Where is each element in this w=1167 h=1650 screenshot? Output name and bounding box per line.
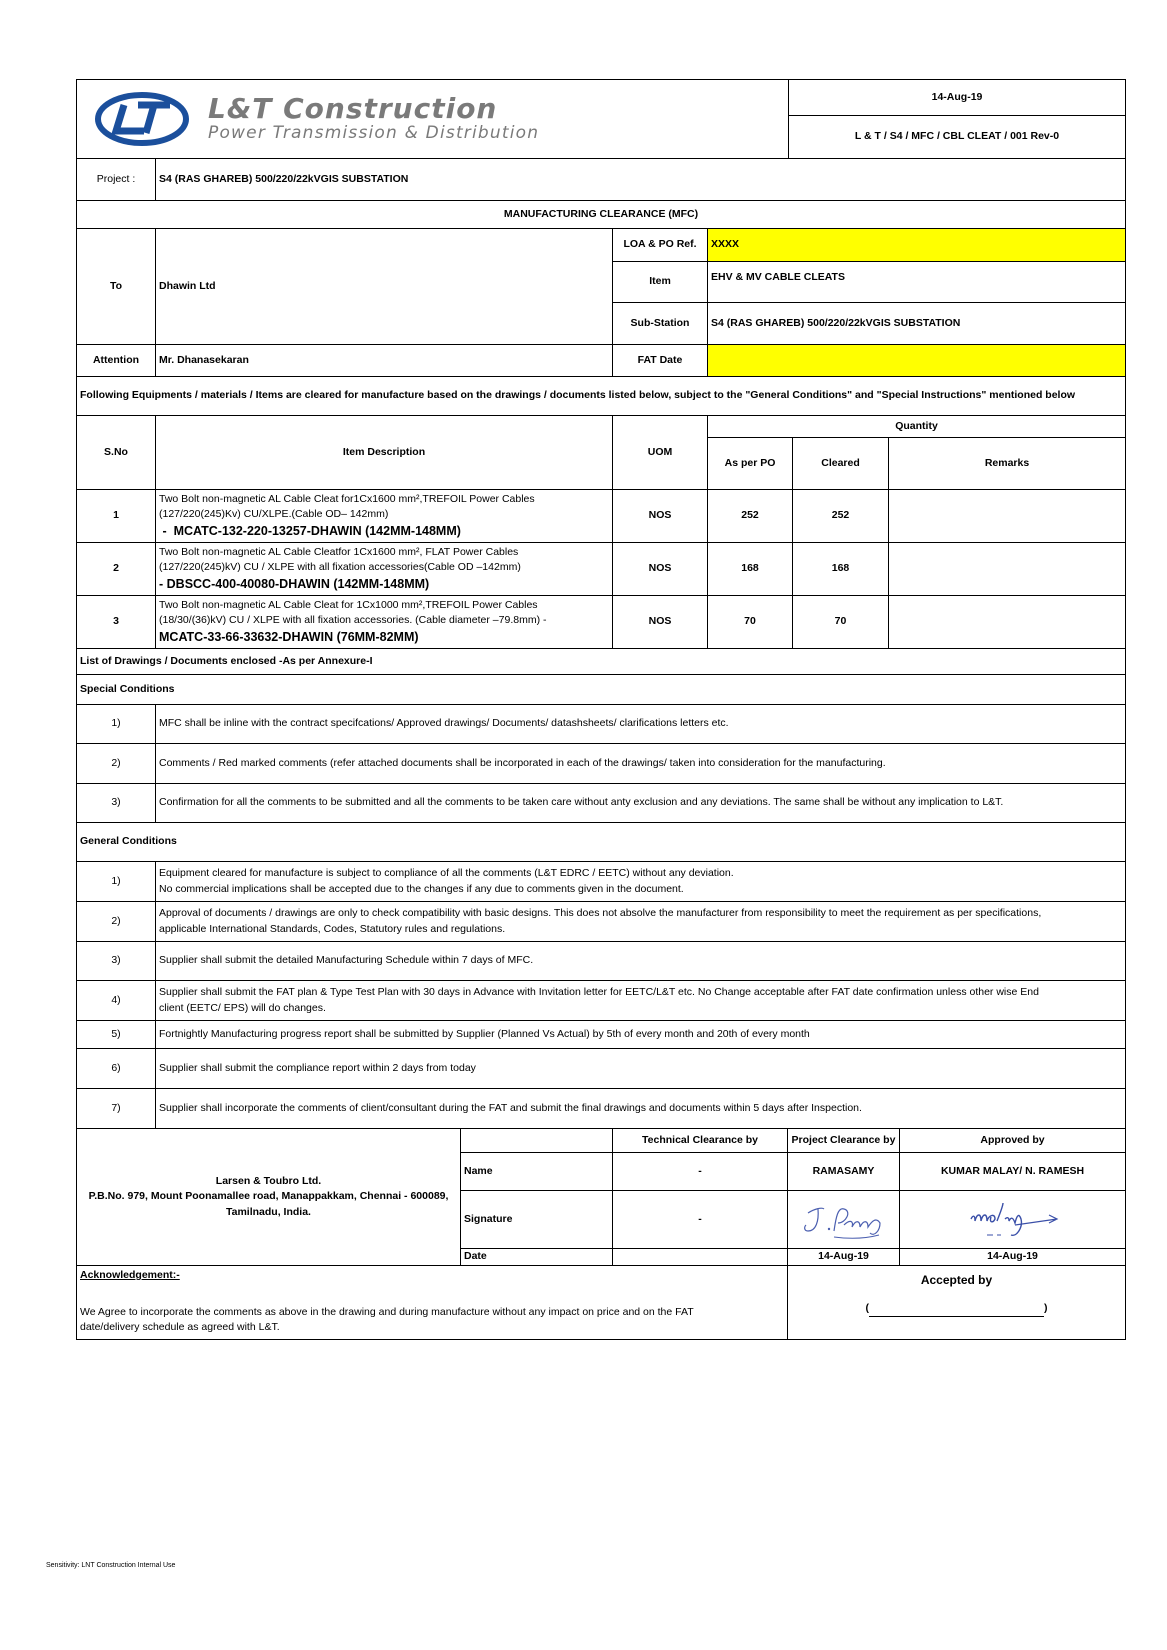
project-signature <box>788 1191 900 1249</box>
condition-line: Supplier shall submit the FAT plan & Type Test Plan with 30 days in Advance with Invitation letter for EETC/L&T etc. No Change acceptable after FAT date confirmation unless other wise End <box>159 986 1039 999</box>
project-value: S4 (RAS GHAREB) 500/220/22kVGIS SUBSTATION <box>156 159 1126 201</box>
approved-signature <box>900 1191 1126 1249</box>
item-label: Item <box>613 262 708 303</box>
row-po-qty: 70 <box>708 596 793 649</box>
condition-number: 7) <box>77 1089 156 1129</box>
to-value: Dhawin Ltd <box>156 229 613 345</box>
special-condition-row <box>77 705 1126 744</box>
acknowledgement-line: date/delivery schedule as agreed with L&T. <box>80 1321 280 1334</box>
header-uom: UOM <box>613 416 708 490</box>
fat-date-label: FAT Date <box>613 345 708 377</box>
row-description <box>156 543 613 596</box>
condition-text <box>156 862 1126 902</box>
doc-reference: L & T / S4 / MFC / CBL CLEAT / 001 Rev-0 <box>789 116 1126 159</box>
condition-text <box>156 981 1126 1021</box>
row-uom: NOS <box>613 490 708 543</box>
accepted-by-cell <box>788 1266 1126 1340</box>
approved-name: KUMAR MALAY/ N. RAMESH <box>900 1153 1126 1191</box>
condition-number: 5) <box>77 1021 156 1049</box>
loa-value: XXXX <box>708 229 1126 262</box>
condition-number: 1) <box>77 705 156 744</box>
project-clearance-header: Project Clearance by <box>788 1129 900 1153</box>
to-label: To <box>77 229 156 345</box>
addressee-table <box>76 158 1126 416</box>
approved-date: 14-Aug-19 <box>900 1249 1126 1266</box>
substation-value: S4 (RAS GHAREB) 500/220/22kVGIS SUBSTATION <box>708 303 1126 345</box>
desc-line: (127/220(245)kV) CU / XLPE with all fixation accessories(Cable OD –142mm) <box>159 560 521 573</box>
condition-number: 1) <box>77 862 156 902</box>
accepted-by-label: Accepted by <box>920 1273 993 1287</box>
condition-text: MFC shall be inline with the contract specifcations/ Approved drawings/ Documents/ datashsheets/ clarifications letters etc. <box>156 705 1126 744</box>
table-row <box>77 543 1126 596</box>
date-label: Date <box>461 1249 613 1266</box>
item-value: EHV & MV CABLE CLEATS <box>708 262 1126 303</box>
company-logo <box>80 91 785 147</box>
condition-number: 6) <box>77 1049 156 1089</box>
attention-value: Mr. Dhanasekaran <box>156 345 613 377</box>
condition-line: applicable International Standards, Codes, Statutory rules and regulations. <box>159 922 506 935</box>
row-sno: 2 <box>77 543 156 596</box>
approved-by-header: Approved by <box>900 1129 1126 1153</box>
signoff-table <box>76 1128 1126 1266</box>
acknowledgement-table <box>76 1265 1126 1340</box>
signature-blank <box>869 1304 1044 1317</box>
mfc-document <box>76 79 1125 1340</box>
header-desc: Item Description <box>156 416 613 490</box>
conditions-table <box>76 648 1126 1129</box>
table-row <box>77 490 1126 543</box>
general-condition-row <box>77 981 1126 1021</box>
condition-number: 2) <box>77 902 156 942</box>
doc-date: 14-Aug-19 <box>789 80 1126 116</box>
special-condition-row <box>77 784 1126 823</box>
condition-text: Confirmation for all the comments to be submitted and all the comments to be taken care without anty exclusion and any deviations. The same shall be without any implication to L&T. <box>156 784 1126 823</box>
condition-text <box>156 902 1126 942</box>
acknowledgement-line: We Agree to incorporate the comments as above in the drawing and during manufacture without any impact on price and on the FAT <box>80 1306 694 1319</box>
condition-number: 3) <box>77 784 156 823</box>
acknowledgement-title: Acknowledgement:- <box>80 1269 180 1281</box>
row-uom: NOS <box>613 596 708 649</box>
paren-open: ( <box>865 1302 869 1315</box>
items-table <box>76 415 1126 649</box>
general-condition-row <box>77 1049 1126 1089</box>
header-sno: S.No <box>77 416 156 490</box>
header-remarks: Remarks <box>889 438 1126 490</box>
row-remarks <box>889 543 1126 596</box>
fat-date-value <box>708 345 1126 377</box>
row-cleared-qty: 168 <box>793 543 889 596</box>
row-sno: 3 <box>77 596 156 649</box>
header-table <box>76 79 1126 159</box>
header-as-per-po: As per PO <box>708 438 793 490</box>
row-remarks <box>889 596 1126 649</box>
condition-number: 4) <box>77 981 156 1021</box>
project-date: 14-Aug-19 <box>788 1249 900 1266</box>
row-sno: 1 <box>77 490 156 543</box>
acknowledgement-text <box>77 1266 788 1340</box>
signature-label: Signature <box>461 1191 613 1249</box>
project-name: RAMASAMY <box>788 1153 900 1191</box>
general-condition-row <box>77 902 1126 942</box>
signature-image <box>953 1197 1073 1243</box>
desc-code: MCATC-33-66-33632-DHAWIN (76MM-82MM) <box>159 630 419 645</box>
company-name: L&T Construction <box>208 92 498 125</box>
paren-close: ) <box>1044 1302 1048 1315</box>
condition-number: 2) <box>77 744 156 784</box>
drawings-line: List of Drawings / Documents enclosed -As per Annexure-I <box>77 649 1126 675</box>
row-uom: NOS <box>613 543 708 596</box>
address-line: P.B.No. 979, Mount Poonamallee road, Manappakkam, Chennai - 600089, <box>88 1190 449 1203</box>
desc-line: (127/220(245)Kv) CU/XLPE.(Cable OD– 142mm) <box>159 507 389 520</box>
condition-text: Supplier shall submit the detailed Manufacturing Schedule within 7 days of MFC. <box>156 942 1126 981</box>
project-label: Project : <box>77 159 156 201</box>
accepted-by-signature-line <box>791 1301 1122 1316</box>
address-line: Tamilnadu, India. <box>226 1205 311 1218</box>
desc-line: Two Bolt non-magnetic AL Cable Cleat for 1Cx1000 mm²,TREFOIL Power Cables <box>159 598 538 611</box>
technical-signature: - <box>613 1191 788 1249</box>
desc-code: - MCATC-132-220-13257-DHAWIN (142MM-148MM) <box>159 524 461 539</box>
technical-clearance-header: Technical Clearance by <box>613 1129 788 1153</box>
general-condition-row <box>77 942 1126 981</box>
general-condition-row <box>77 862 1126 902</box>
intro-text: Following Equipments / materials / Items are cleared for manufacture based on the drawings / documents listed below, subject to the "General Conditions" and "Special Instructions" mentioned below <box>77 377 1126 416</box>
condition-line: Equipment cleared for manufacture is subject to compliance of all the comments (L&T EDRC / EETC) without any deviation. <box>159 867 734 880</box>
general-condition-row <box>77 1089 1126 1129</box>
special-condition-row <box>77 744 1126 784</box>
condition-line: Approval of documents / drawings are only to check compatibility with basic designs. This does not absolve the manufacturer from responsibility to meet the requirement as per specifications, <box>159 907 1042 920</box>
row-cleared-qty: 252 <box>793 490 889 543</box>
desc-code: - DBSCC-400-40080-DHAWIN (142MM-148MM) <box>159 577 430 592</box>
loa-label: LOA & PO Ref. <box>613 229 708 262</box>
row-po-qty: 252 <box>708 490 793 543</box>
name-label: Name <box>461 1153 613 1191</box>
row-description <box>156 596 613 649</box>
row-po-qty: 168 <box>708 543 793 596</box>
company-division: Power Transmission & Distribution <box>208 123 540 143</box>
desc-line: Two Bolt non-magnetic AL Cable Cleatfor 1Cx1600 mm², FLAT Power Cables <box>159 545 519 558</box>
header-cleared: Cleared <box>793 438 889 490</box>
condition-text: Supplier shall submit the compliance report within 2 days from today <box>156 1049 1126 1089</box>
technical-name: - <box>613 1153 788 1191</box>
sensitivity-label: Sensitivity: LNT Construction Internal Use <box>46 1562 176 1569</box>
company-address <box>77 1129 461 1266</box>
condition-line: client (EETC/ EPS) will do changes. <box>159 1001 326 1014</box>
special-conditions-title: Special Conditions <box>77 675 1126 705</box>
condition-line: No commercial implications shall be accepted due to the changes if any due to comments given in the document. <box>159 882 684 895</box>
desc-line: (18/30/(36)kV) CU / XLPE with all fixation accessories. (Cable diameter –79.8mm) - <box>159 613 547 626</box>
attention-label: Attention <box>77 345 156 377</box>
condition-number: 3) <box>77 942 156 981</box>
row-cleared-qty: 70 <box>793 596 889 649</box>
general-condition-row <box>77 1021 1126 1049</box>
row-description <box>156 490 613 543</box>
condition-text: Fortnightly Manufacturing progress report shall be submitted by Supplier (Planned Vs Actual) by 5th of every month and 20th of every month <box>156 1021 1126 1049</box>
desc-line: Two Bolt non-magnetic AL Cable Cleat for1Cx1600 mm²,TREFOIL Power Cables <box>159 492 535 505</box>
condition-text: Comments / Red marked comments (refer attached documents shall be incorporated in each of the drawings/ taken into consideration for the manufacturing. <box>156 744 1126 784</box>
signature-image <box>794 1197 894 1243</box>
logo-cell <box>77 80 789 159</box>
row-remarks <box>889 490 1126 543</box>
general-conditions-title: General Conditions <box>77 823 1126 862</box>
table-row <box>77 596 1126 649</box>
condition-text: Supplier shall incorporate the comments of client/consultant during the FAT and submit the final drawings and documents within 5 days after Inspection. <box>156 1089 1126 1129</box>
lt-logo-icon <box>94 91 190 147</box>
header-quantity: Quantity <box>708 416 1126 438</box>
substation-label: Sub-Station <box>613 303 708 345</box>
form-title: MANUFACTURING CLEARANCE (MFC) <box>77 201 1126 229</box>
address-line: Larsen & Toubro Ltd. <box>215 1175 322 1188</box>
